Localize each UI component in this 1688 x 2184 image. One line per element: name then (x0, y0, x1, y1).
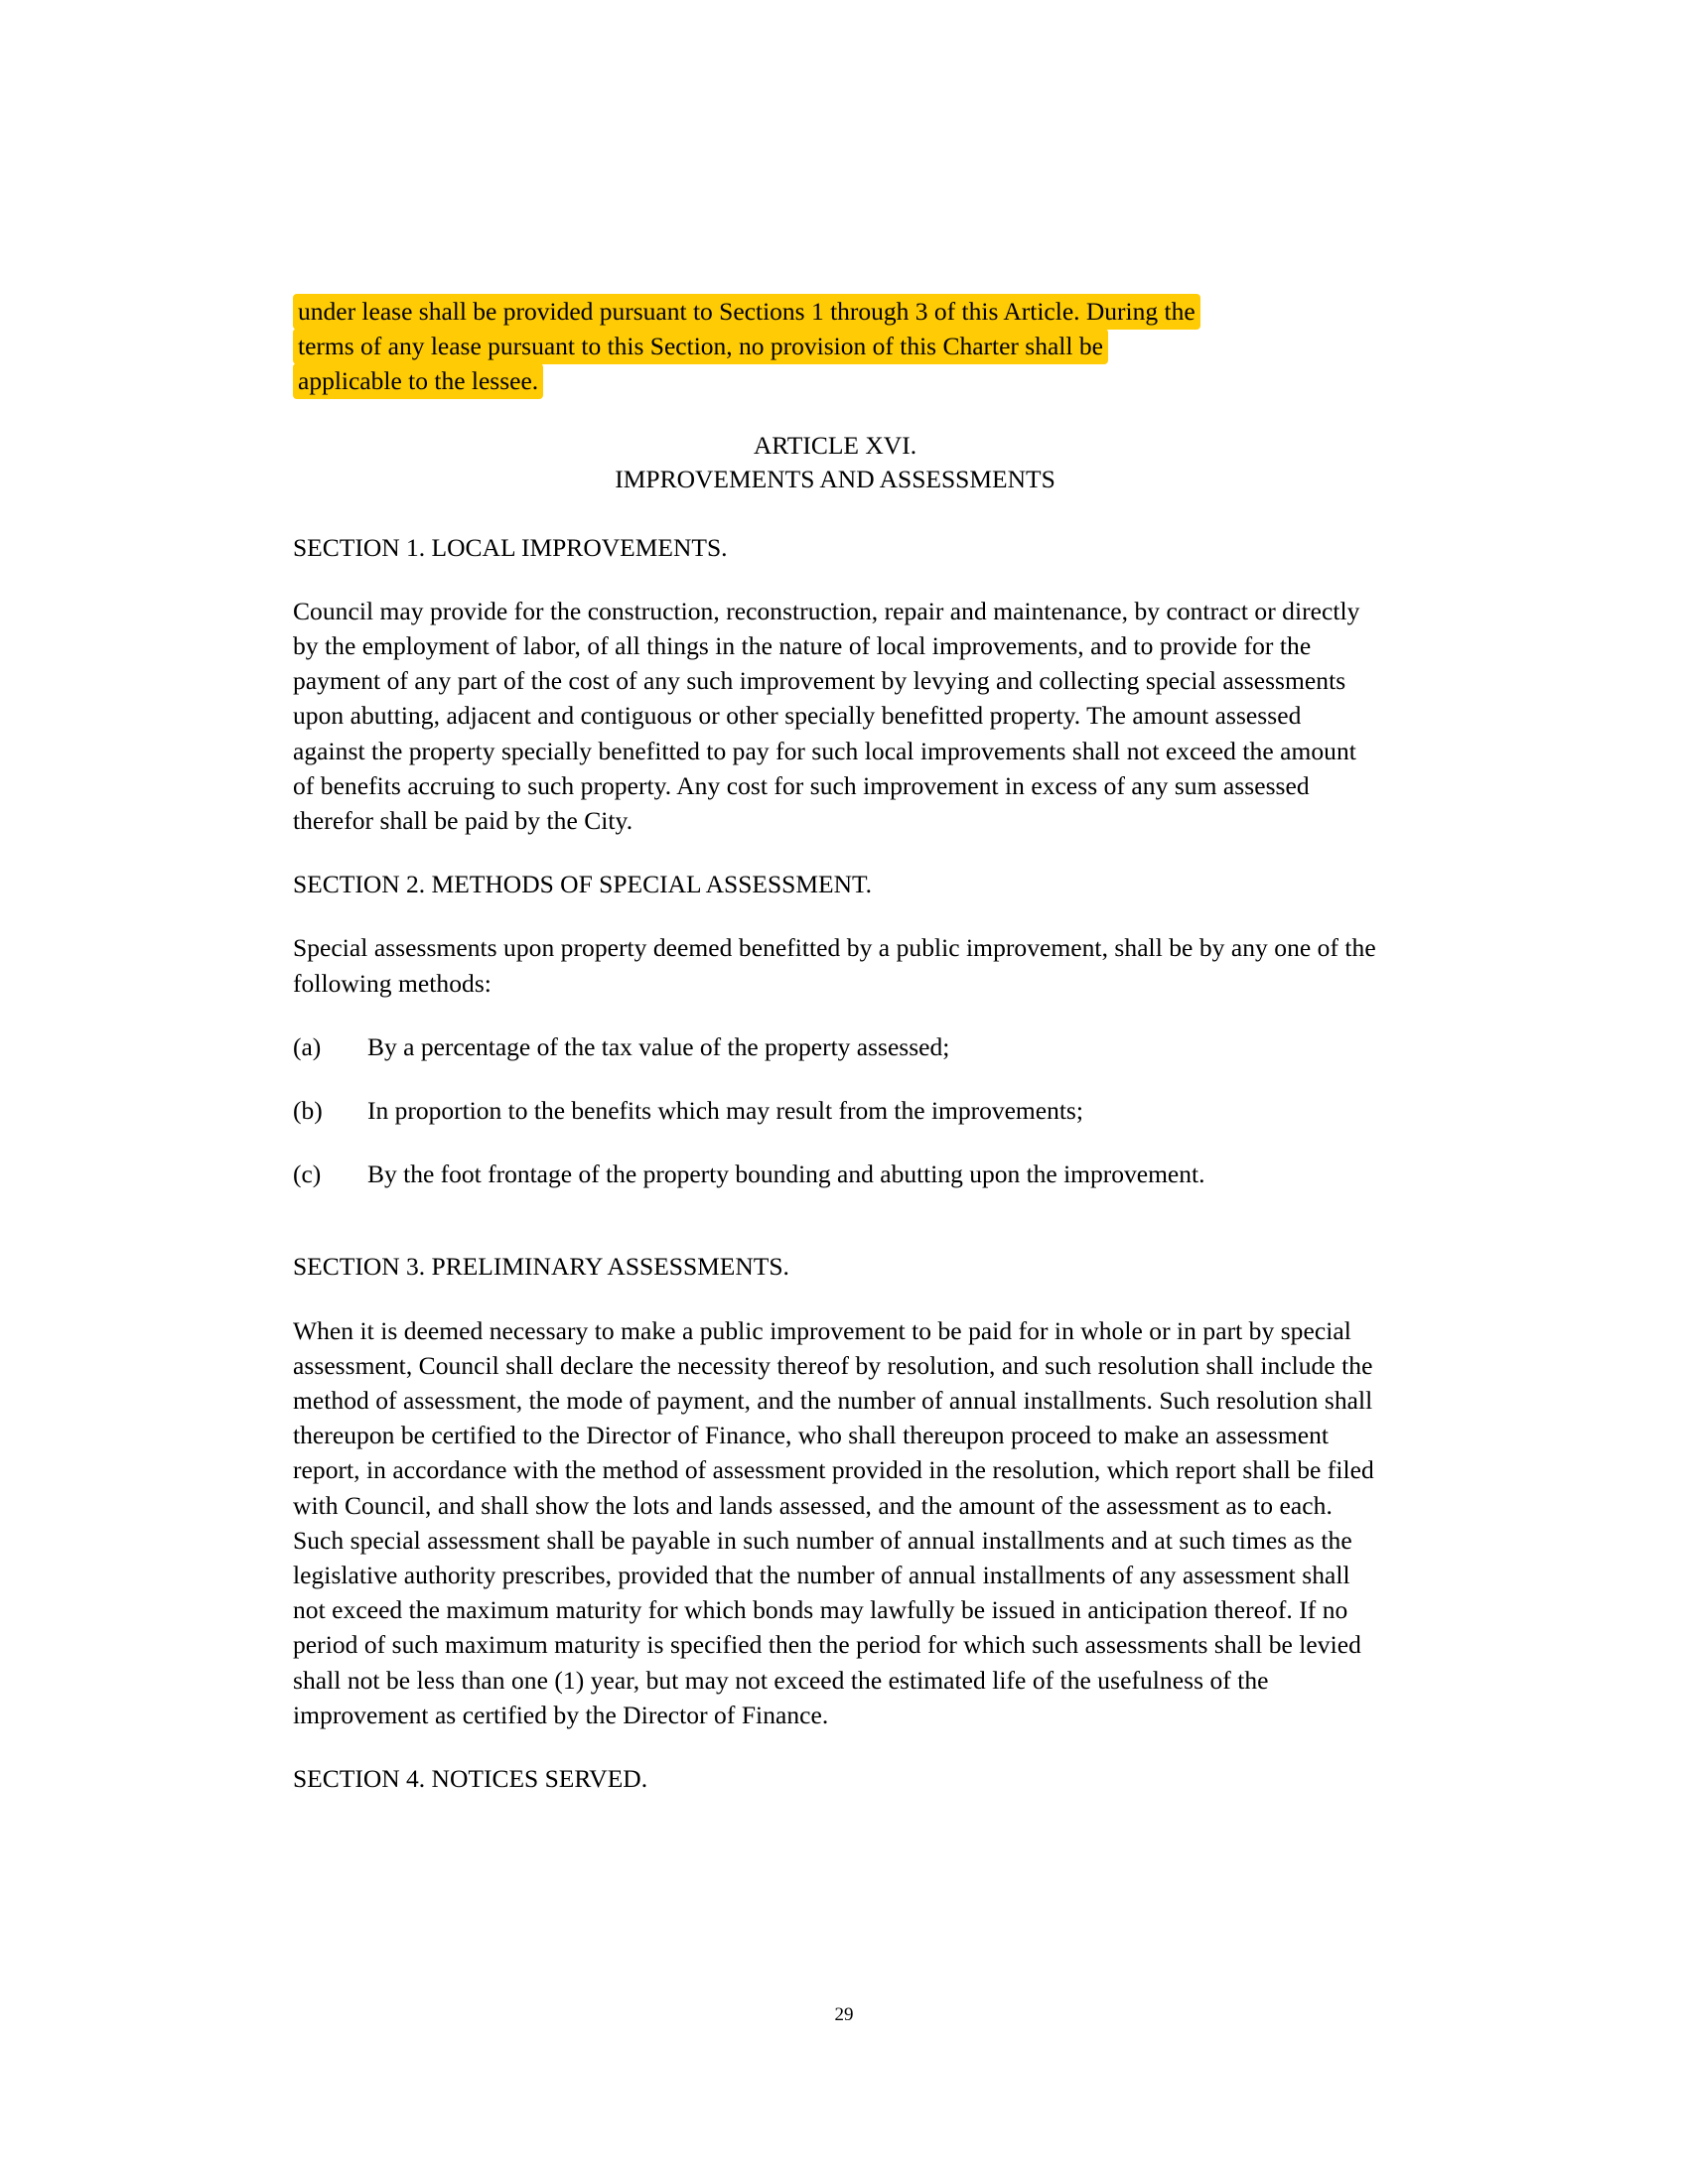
section-3-heading: SECTION 3. PRELIMINARY ASSESSMENTS. (293, 1252, 789, 1282)
list-item (293, 1093, 1377, 1128)
highlighted-paragraph (293, 294, 1375, 399)
page-number: 29 (834, 2004, 854, 2025)
list-marker-b: (b) (293, 1096, 323, 1126)
section-4-heading: SECTION 4. NOTICES SERVED. (293, 1764, 648, 1794)
section-2-body: Special assessments upon property deemed benefitted by a public improvement, shall be by any one of the following methods: (293, 933, 1376, 998)
list-item (293, 1157, 1377, 1191)
list-text-a: By a percentage of the tax value of the property assessed; (367, 1031, 950, 1061)
section-2-heading: SECTION 2. METHODS OF SPECIAL ASSESSMENT. (293, 870, 873, 899)
list-text-c: By the foot frontage of the property bounding and abutting upon the improvement. (367, 1160, 1205, 1189)
list-text-b: In proportion to the benefits which may result from the improvements; (367, 1096, 1083, 1126)
list-bottom-spacer (293, 1220, 1377, 1249)
list-marker-c: (c) (293, 1160, 322, 1189)
article-heading (293, 429, 1377, 496)
document-body (293, 294, 1377, 1825)
article-number: ARTICLE XVI. (753, 430, 917, 460)
highlight-line-1: under lease shall be provided pursuant to Sections 1 through 3 of this Article. During the (293, 294, 1200, 330)
section-1-body: Council may provide for the construction, reconstruction, repair and maintenance, by contract or directly by the employment of labor, of all things in the nature of local improvements, and to provide for the payment of any part of the cost of any such improvement by levying and collecting special assessments upon abutting, adjacent and contiguous or other specially benefitted property. The amount assessed against the property specially benefitted to pay for such local improvements shall not exceed the amount of benefits accruing to such property. Any cost for such improvement in excess of any sum assessed therefor shall be paid by the City. (293, 596, 1360, 836)
list-item (293, 1029, 1377, 1064)
assessment-methods-list (293, 1029, 1377, 1192)
list-marker-a: (a) (293, 1031, 322, 1061)
section-3-body: When it is deemed necessary to make a public improvement to be paid for in whole or in part by special assessment, Council shall declare the necessity thereof by resolution, and such resolution shall include the method of assessment, the mode of payment, and the number of annual installments. Such resolution shall thereupon be certified to the Director of Finance, who shall thereupon proceed to make an assessment report, in accordance with the method of assessment provided in the resolution, which report shall be filed with Council, and shall show the lots and lands assessed, and the amount of the assessment as to each. Such special assessment shall be payable in such number of annual installments and at such times as the legislative authority prescribes, provided that the number of annual installments of any assessment shall not exceed the maximum maturity for which bonds may lawfully be issued in anticipation thereof. If no period of such maximum maturity is specified then the period for which such assessments shall be levied shall not be less than one (1) year, but may not exceed the estimated life of the usefulness of the improvement as certified by the Director of Finance. (293, 1315, 1374, 1729)
highlight-line-3: applicable to the lessee. (293, 363, 543, 399)
highlight-line-2: terms of any lease pursuant to this Section, no provision of this Charter shall be (293, 329, 1108, 364)
section-1-heading: SECTION 1. LOCAL IMPROVEMENTS. (293, 532, 728, 562)
article-title: IMPROVEMENTS AND ASSESSMENTS (615, 464, 1055, 493)
